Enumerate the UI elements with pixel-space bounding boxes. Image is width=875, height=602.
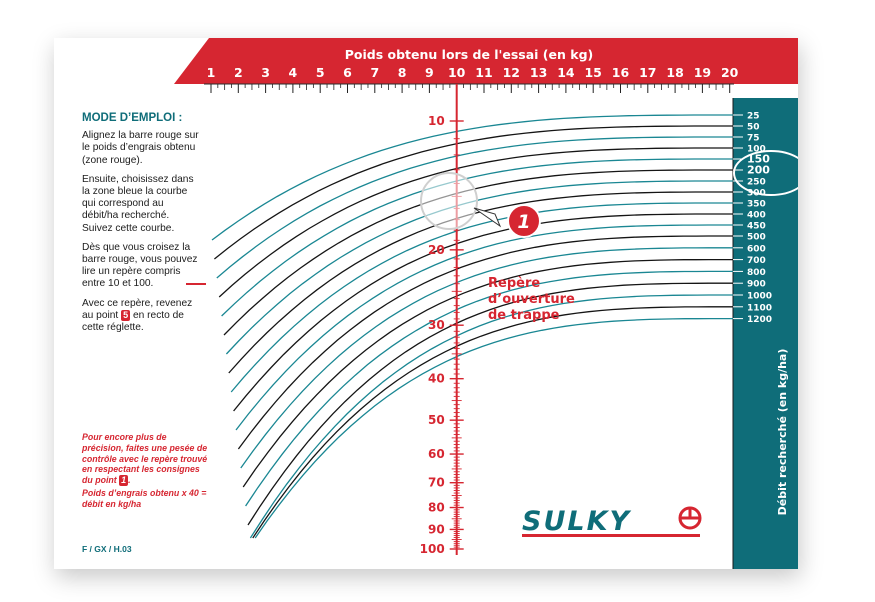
reading-tick-label: 100 (419, 542, 445, 556)
x-tick-label: 7 (370, 65, 380, 80)
rate-label-1200: 1200 (747, 315, 773, 326)
instructions-step-4-b: en recto de cette réglette. (82, 309, 184, 334)
x-tick-label: 15 (584, 65, 602, 80)
rate-label-1000: 1000 (747, 291, 773, 302)
reading-tick-label: 80 (427, 500, 445, 515)
precision-note-2: Poids d’engrais obtenu x 40 = débit en kg/ha (82, 488, 207, 509)
instructions-step-4 (82, 298, 200, 335)
x-tick-label: 20 (720, 65, 739, 80)
rate-label-300: 300 (747, 188, 766, 199)
x-tick-label: 8 (397, 65, 407, 80)
header-title: Poids obtenu lors de l'essai (en kg) (344, 47, 594, 62)
x-tick-label: 18 (666, 65, 684, 80)
reading-tick-label: 50 (427, 413, 445, 428)
trap-label (488, 276, 575, 324)
x-tick-label: 1 (206, 65, 216, 80)
rate-label-450: 450 (747, 221, 766, 232)
reference-code: F / GX / H.03 (82, 544, 132, 554)
chart-card (54, 38, 798, 569)
rate-axis-title: Débit recherché (en kg/ha) (776, 348, 789, 516)
x-tick-label: 5 (315, 65, 325, 80)
rate-label-500: 500 (747, 232, 766, 243)
instructions-step-3: Dès que vous croisez la barre rouge, vous pouvez lire un repère compris entre 10 et 100. (82, 241, 198, 290)
magnifier-icon (421, 173, 477, 229)
reading-tick-label: 60 (427, 447, 445, 462)
rate-label-400: 400 (747, 210, 766, 221)
x-tick-label: 12 (502, 65, 521, 80)
reading-tick-label: 10 (427, 114, 445, 128)
red-bar-marker (186, 283, 206, 285)
curve-250 (226, 181, 733, 354)
trap-label-line-1: Repère (488, 276, 541, 291)
rate-label-250: 250 (747, 177, 766, 188)
reading-tick-label: 70 (427, 475, 445, 490)
x-tick-label: 13 (529, 65, 548, 80)
trap-label-line-3: de trappe (488, 308, 560, 323)
curve-450 (236, 225, 733, 430)
precision-note-1-b: . (128, 475, 131, 486)
x-tick-label: 10 (447, 65, 466, 80)
rate-label-75: 75 (747, 133, 760, 144)
instructions-step-1: Alignez la barre rouge sur le poids d’engrais obtenu (zone rouge). (82, 130, 199, 166)
rate-label-350: 350 (747, 199, 766, 210)
x-tick-label: 17 (639, 65, 657, 80)
curves (212, 115, 733, 538)
rate-label-1100: 1100 (747, 303, 773, 314)
curve-600 (241, 248, 733, 468)
instructions (82, 112, 200, 341)
reading-tick-label: 90 (427, 522, 445, 537)
precision-note-1-a: Pour encore plus de précision, faites une pesée de contrôle avec le repère trouvé en respectant les consignes du point (82, 432, 208, 486)
curve-200 (224, 170, 733, 335)
rate-label-25: 25 (747, 111, 760, 122)
trap-label-line-2: d’ouverture (488, 292, 575, 307)
rate-label-100: 100 (747, 144, 766, 155)
point-1-badge: 1 (121, 475, 127, 486)
reading-tick-label: 40 (427, 371, 445, 386)
rate-label-200: 200 (747, 163, 770, 177)
rate-label-150: 150 (747, 152, 770, 166)
precision-note (82, 432, 210, 512)
curve-1000 (250, 295, 733, 538)
rate-label-50: 50 (747, 122, 760, 133)
x-tick-label: 9 (425, 65, 434, 80)
x-tick-label: 16 (611, 65, 630, 80)
rate-label-600: 600 (747, 244, 766, 255)
x-tick-label: 14 (557, 65, 575, 80)
point-5-badge: 5 (123, 309, 129, 320)
x-tick-label: 11 (475, 65, 493, 80)
rate-label-700: 700 (747, 256, 766, 267)
rate-label-900: 900 (747, 279, 766, 290)
instructions-step-2: Ensuite, choisissez dans la zone bleue la courbe qui correspond au débit/ha recherché. Suivez cette courbe. (82, 173, 194, 234)
curve-1200 (255, 319, 733, 538)
brand-name: SULKY (522, 506, 632, 537)
reading-tick-label: 30 (427, 318, 445, 333)
instructions-step-4-a: Avec ce repère, revenez au point (82, 297, 193, 321)
x-tick-label: 19 (693, 65, 712, 80)
instructions-title: MODE D’EMPLOI : (82, 112, 183, 124)
x-tick-label: 2 (233, 65, 243, 80)
reading-tick-label: 20 (427, 242, 445, 257)
x-tick-label: 4 (288, 65, 298, 80)
x-tick-label: 6 (343, 65, 352, 80)
precision-note-1 (82, 432, 210, 486)
rate-label-800: 800 (747, 267, 766, 278)
marker-number: 1 (517, 211, 531, 233)
x-tick-label: 3 (261, 65, 270, 80)
